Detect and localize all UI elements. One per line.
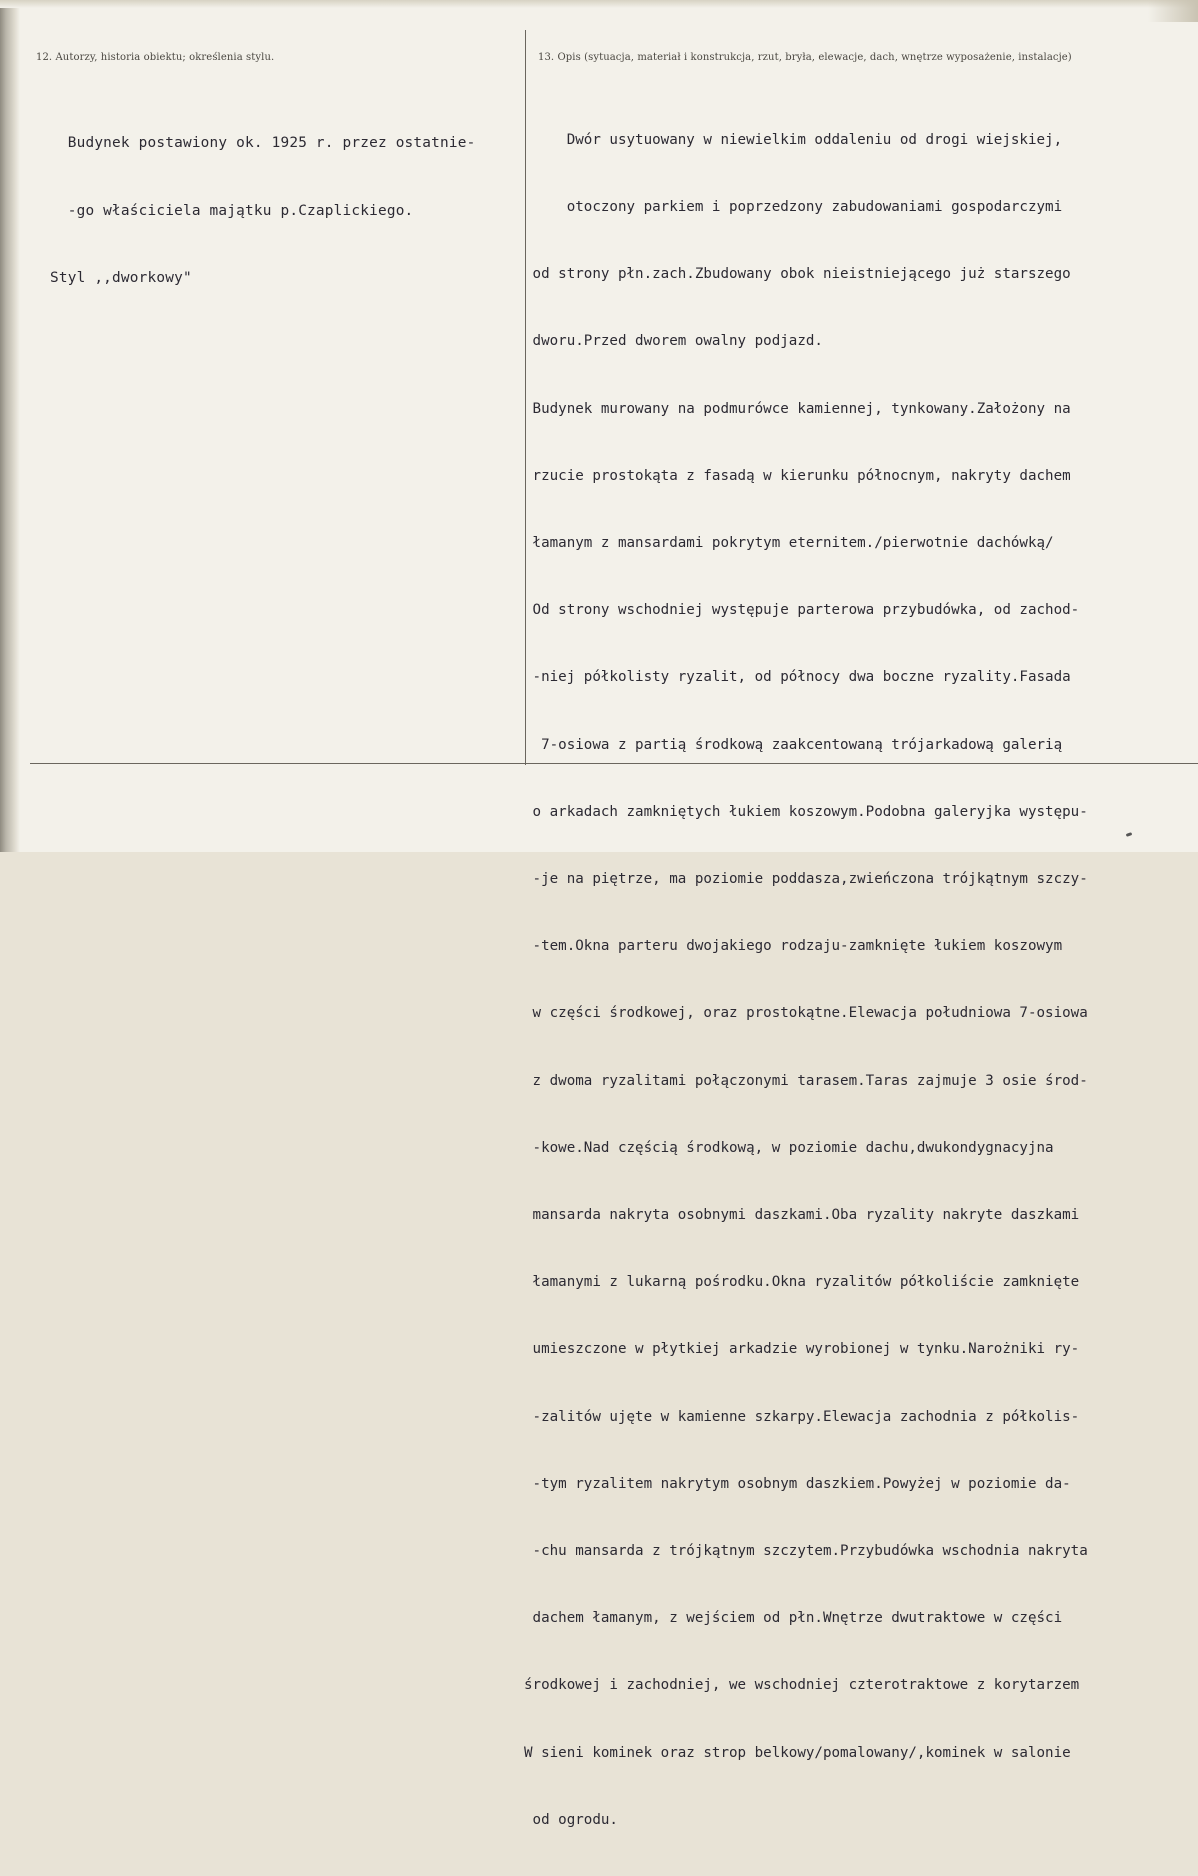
typed-line: Styl ,,dworkowy" [50, 270, 192, 287]
typed-line: otoczony parkiem i poprzedzony zabudowaniami gospodarczymi [524, 199, 1063, 216]
typed-line: dworu.Przed dworem owalny podjazd. [524, 333, 823, 350]
typed-line: z dwoma ryzalitami połączonymi tarasem.Taras zajmuje 3 osie środ- [524, 1072, 1088, 1089]
typed-line: -je na piętrze, ma poziomie poddasza,zwieńczona trójkątnym szczy- [524, 871, 1088, 888]
typed-line: środkowej i zachodniej, we wschodniej czterotraktowe z korytarzem [524, 1677, 1080, 1694]
section-12-heading: 12. Autorzy, historia obiektu; określenia stylu. [36, 52, 275, 63]
typed-line: od strony płn.zach.Zbudowany obok nieistniejącego już starszego [524, 266, 1071, 283]
ink-speck [1126, 832, 1133, 837]
section-13-text [524, 84, 1088, 1876]
typed-line: -tym ryzalitem nakrytym osobnym daszkiem.Powyżej w poziomie da- [524, 1475, 1071, 1492]
section-13-heading: 13. Opis (sytuacja, materiał i konstrukcja, rzut, bryła, elewacje, dach, wnętrze wyposażenie, instalacje) [538, 52, 1072, 63]
typed-line: w części środkowej, oraz prostokątne.Elewacja południowa 7-osiowa [524, 1005, 1088, 1022]
typed-line: Dwór usytuowany w niewielkim oddaleniu od drogi wiejskiej, [524, 131, 1063, 148]
typed-line: W sieni kominek oraz strop belkowy/pomalowany/,kominek w salonie [524, 1744, 1071, 1761]
typed-line: Budynek murowany na podmurówce kamiennej, tynkowany.Założony na [524, 400, 1071, 417]
typed-line: -go właściciela majątku p.Czaplickiego. [50, 202, 414, 219]
typed-line: o arkadach zamkniętych łukiem koszowym.Podobna galeryjka występu- [524, 803, 1088, 820]
typed-line: dachem łamanym, z wejściem od płn.Wnętrze dwutraktowe w części [524, 1610, 1063, 1627]
section-12-text [50, 87, 475, 335]
typed-line: Od strony wschodniej występuje parterowa przybudówka, od zachod- [524, 602, 1080, 619]
typed-line: Budynek postawiony ok. 1925 r. przez ostatnie- [50, 135, 476, 152]
paper-left-shadow [0, 0, 20, 852]
typed-line: -chu mansarda z trójkątnym szczytem.Przybudówka wschodnia nakryta [524, 1543, 1088, 1560]
paper-top-shadow [0, 0, 1198, 8]
typed-line: -tem.Okna parteru dwojakiego rodzaju-zamknięte łukiem koszowym [524, 938, 1063, 955]
typed-line: -kowe.Nad częścią środkową, w poziomie dachu,dwukondygnacyjna [524, 1139, 1054, 1156]
paper-corner-stain [1148, 0, 1198, 22]
typed-line: łamanym z mansardami pokrytym eternitem./pierwotnie dachówką/ [524, 535, 1054, 552]
typed-line: umieszczone w płytkiej arkadzie wyrobionej w tynku.Narożniki ry- [524, 1341, 1080, 1358]
typed-line: 7-osiowa z partią środkową zaakcentowaną trójarkadową galerią [524, 736, 1063, 753]
typed-line: od ogrodu. [524, 1811, 618, 1828]
typed-line: -niej półkolisty ryzalit, od północy dwa boczne ryzality.Fasada [524, 669, 1071, 686]
typed-line: łamanymi z lukarną pośrodku.Okna ryzalitów półkoliście zamknięte [524, 1274, 1080, 1291]
typed-line: rzucie prostokąta z fasadą w kierunku północnym, nakryty dachem [524, 467, 1071, 484]
typed-line: -zalitów ujęte w kamienne szkarpy.Elewacja zachodnia z półkolis- [524, 1408, 1080, 1425]
typed-line: mansarda nakryta osobnymi daszkami.Oba ryzality nakryte daszkami [524, 1207, 1080, 1224]
